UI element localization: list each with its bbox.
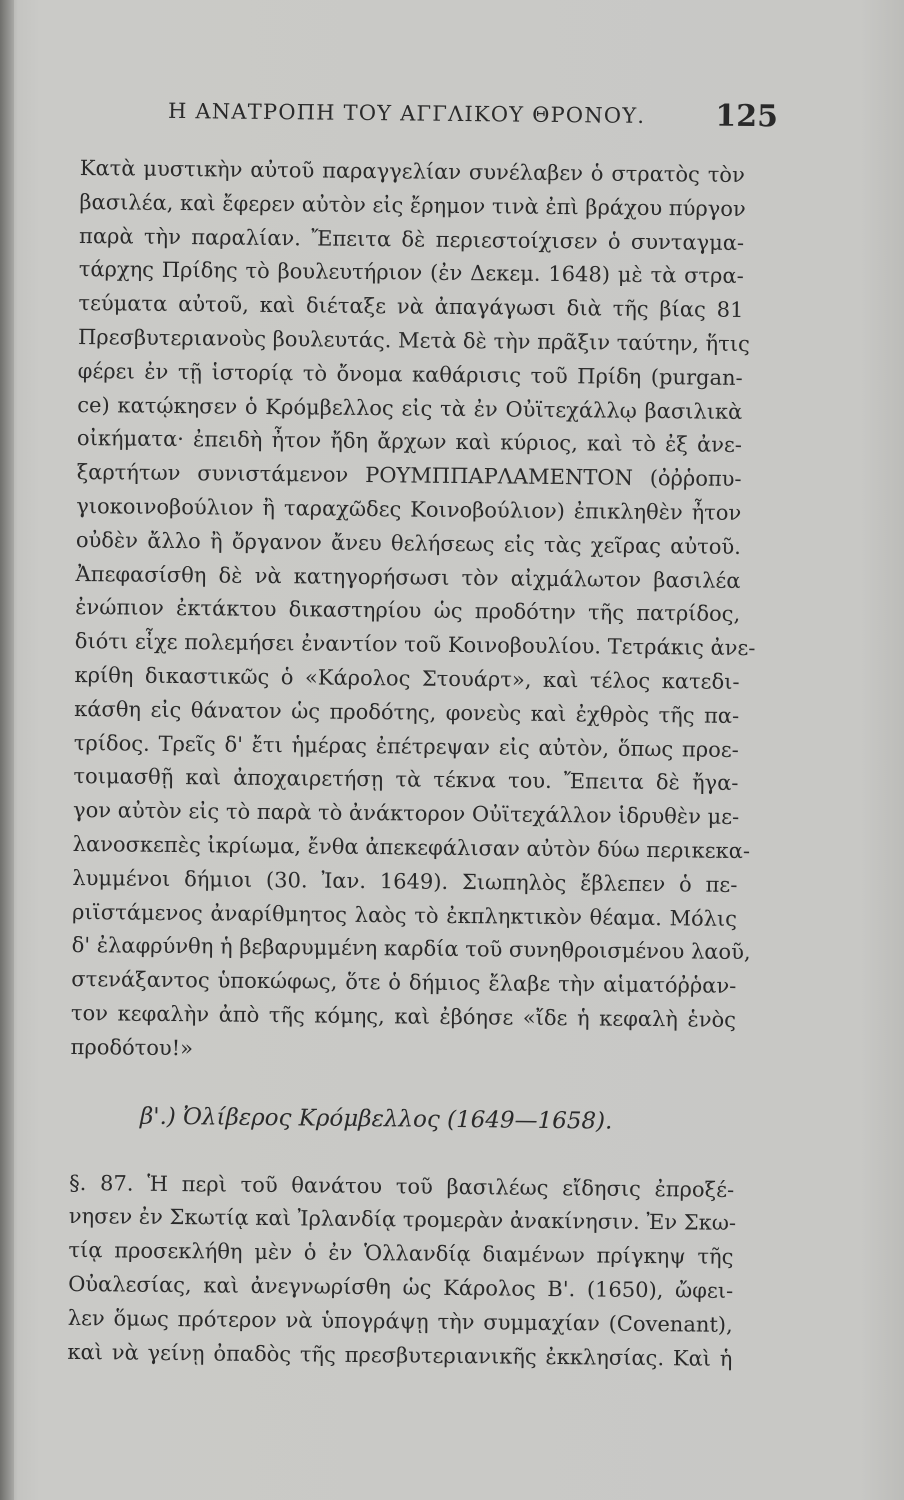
text-line: Ἀπεφασίσθη δὲ νὰ κατηγορήσωσι τὸν αἰχμάλωτον βασιλέα	[75, 561, 741, 593]
text-line: Πρεσβυτεριανοὺς βουλευτάς. Μετὰ δὲ τὴν πρᾶξιν ταύτην, ἥτις	[77, 324, 750, 357]
text-line: στενάξαντος ὑποκώφως, ὅτε ὁ δήμιος ἔλαβε τὴν αἱματόῤῥαν-	[71, 967, 737, 999]
text-line: φέρει ἐν τῇ ἱστορίᾳ τὸ ὄνομα καθάρισις τοῦ Πρίδη (purgan-	[77, 358, 743, 390]
text-line: παρὰ τὴν παραλίαν. Ἔπειτα δὲ περιεστοίχισεν ὁ συνταγμα-	[78, 223, 745, 255]
text-line: κάσθη εἰς θάνατον ὡς προδότης, φονεὺς καὶ ἐχθρὸς τῆς πα-	[74, 696, 740, 728]
text-line: τεύματα αὐτοῦ, καὶ διέταξε νὰ ἀπαγάγωσι διὰ τῆς βίας 81	[78, 291, 744, 323]
page-header	[167, 93, 779, 139]
text-line: κρίθη δικαστικῶς ὁ «Κάρολος Στουάρτ», καὶ τέλος κατεδι-	[74, 662, 740, 694]
text-line: λυμμένοι δήμιοι (30. Ἰαν. 1649). Σιωπηλὸς ἔβλεπεν ὁ πε-	[72, 865, 738, 897]
page-body	[67, 152, 756, 1376]
text-line: ξαρτήτων συνιστάμενον ΡΟΥΜΠΠΑΡΛΑΜΕΝΤΟΝ (ὀῤῥοπυ-	[76, 460, 742, 492]
text-line: τρίδος. Τρεῖς δ' ἔτι ἡμέρας ἐπέτρεψαν εἰς αὐτὸν, ὅπως προε-	[73, 730, 739, 762]
text-line: βασιλέα, καὶ ἔφερεν αὐτὸν εἰς ἔρημον τινὰ ἐπὶ βράχου πύργον	[79, 189, 746, 221]
text-line: Κατὰ μυστικὴν αὐτοῦ παραγγελίαν συνέλαβεν ὁ στρατὸς τὸν	[79, 155, 745, 187]
text-line: καὶ νὰ γείνῃ ὀπαδὸς τῆς πρεσβυτεριανικῆς ἐκκλησίας. Καὶ ἡ	[67, 1339, 733, 1371]
text-line: τον κεφαλὴν ἀπὸ τῆς κόμης, καὶ ἐβόησε «ἴδε ἡ κεφαλὴ ἑνὸς	[70, 1000, 737, 1032]
text-line-last: προδότου!»	[70, 1034, 194, 1060]
text-line: γιοκοινοβούλιον ἢ ταραχῶδες Κοινοβούλιον) ἐπικληθὲν ἦτον	[76, 493, 742, 525]
text-line: λανοσκεπὲς ἰκρίωμα, ἔνθα ἀπεκεφάλισαν αὐτὸν δύω περικεκα-	[72, 831, 751, 863]
paragraph-2	[67, 1166, 737, 1376]
text-line: τάρχης Πρίδης τὸ βουλευτήριον (ἐν Δεκεμ. 1648) μὲ τὰ στρα-	[78, 257, 744, 289]
text-line: διότι εἶχε πολεμήσει ἐναντίον τοῦ Κοινοβουλίου. Τετράκις ἀνε-	[74, 629, 756, 661]
text-line: ριϊστάμενος ἀναρίθμητος λαὸς τὸ ἐκπληκτικὸν θέαμα. Μόλις	[71, 899, 738, 931]
paragraph-1	[70, 152, 756, 1071]
text-line: ce) κατῴκησεν ὁ Κρόμβελλος εἰς τὰ ἐν Οὐϊτεχάλλῳ βασιλικὰ	[77, 392, 743, 424]
page-edge	[0, 0, 14, 1500]
text-line: γον αὐτὸν εἰς τὸ παρὰ τὸ ἀνάκτορον Οὐϊτεχάλλον ἱδρυθὲν με-	[72, 798, 740, 830]
page-number: 125	[715, 98, 779, 135]
running-title: Η ΑΝΑΤΡΟΠΗ ΤΟΥ ΑΓΓΛΙΚΟΥ ΘΡΟΝΟΥ.	[167, 98, 646, 128]
text-line: §. 87. Ἡ περὶ τοῦ θανάτου τοῦ βασιλέως εἴδησις ἐπροξέ-	[69, 1170, 735, 1202]
section-heading: β'.) Ὀλίβερος Κρόμβελλος (1649—1658).	[139, 1103, 613, 1135]
text-line: δ' ἐλαφρύνθη ἡ βεβαρυμμένη καρδία τοῦ συνηθροισμένου λαοῦ,	[71, 933, 751, 965]
text-line: τοιμασθῇ καὶ ἀποχαιρετήσῃ τὰ τέκνα του. Ἔπειτα δὲ ἤγα-	[73, 764, 739, 796]
text-line: λεν ὅμως πρότερον νὰ ὑπογράψῃ τὴν συμμαχίαν (Covenant),	[67, 1305, 733, 1337]
text-line: Οὐαλεσίας, καὶ ἀνεγνωρίσθη ὡς Κάρολος Β'. (1650), ὤφει-	[68, 1271, 734, 1303]
text-line: οὐδὲν ἄλλο ἢ ὄργανον ἄνευ θελήσεως εἰς τὰς χεῖρας αὐτοῦ.	[75, 527, 742, 559]
text-line: τίᾳ προσεκλήθη μὲν ὁ ἐν Ὁλλανδίᾳ διαμένων πρίγκηψ τῆς	[68, 1238, 734, 1270]
text-line: ἐνώπιον ἐκτάκτου δικαστηρίου ὡς προδότην τῆς πατρίδος,	[75, 595, 741, 627]
text-line: νησεν ἐν Σκωτίᾳ καὶ Ἰρλανδίᾳ τρομερὰν ἀνακίνησιν. Ἐν Σκω-	[68, 1204, 737, 1236]
text-line: οἰκήματα· ἐπειδὴ ἦτον ἤδη ἄρχων καὶ κύριος, καὶ τὸ ἐξ ἀνε-	[76, 426, 743, 458]
